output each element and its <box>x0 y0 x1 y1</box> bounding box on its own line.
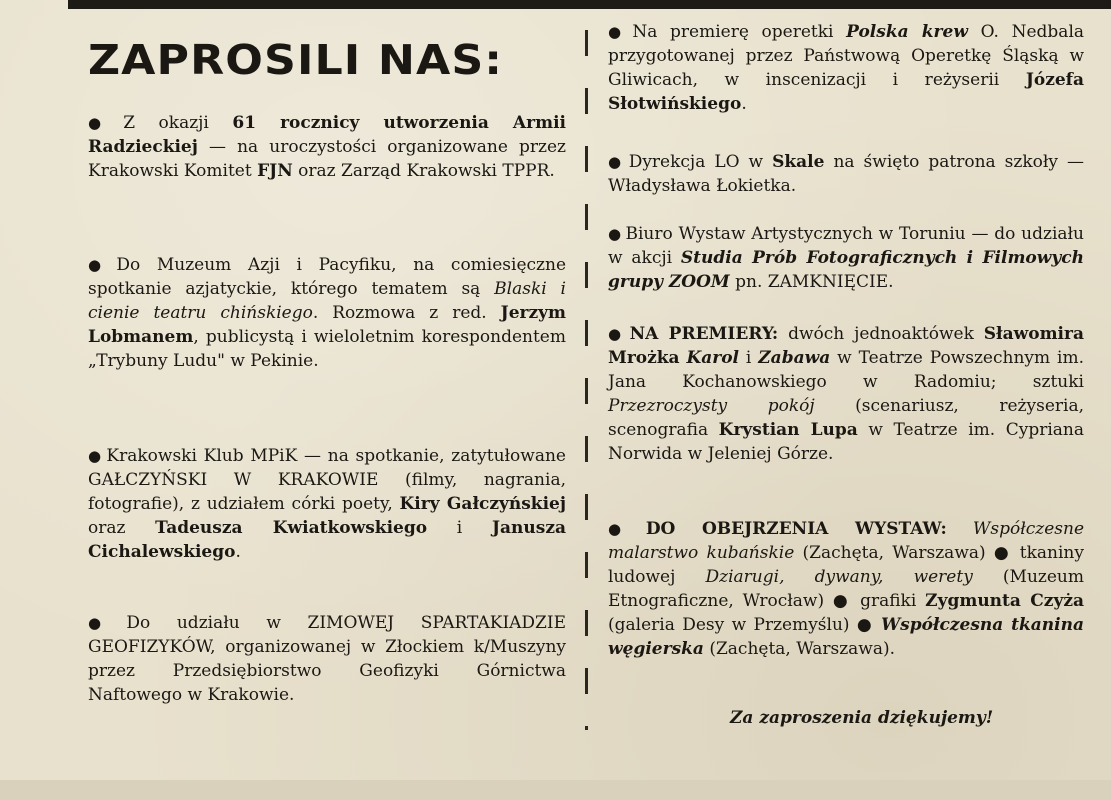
bullet-icon: ● <box>608 520 642 538</box>
text-run: Sławomira Mrożka <box>608 324 1084 368</box>
text-run <box>947 519 973 539</box>
left-item-4 <box>88 611 566 707</box>
bullet-icon: ● <box>88 447 103 465</box>
text-run: Karol <box>686 348 740 368</box>
text-run: FJN <box>257 161 293 181</box>
text-run: Dyrekcja LO w <box>628 152 773 172</box>
text-run: Kiry Gałczyńskiej <box>399 494 566 514</box>
bullet-icon: ● <box>88 256 113 274</box>
text-run: Studia Prób Fotograficznych i Filmowych grupy ZOOM <box>608 248 1084 292</box>
text-run: oraz Zarząd Krakowski TPPR. <box>292 161 555 181</box>
headline: ZAPROSILI NAS: <box>88 36 504 84</box>
left-item-2 <box>88 253 566 373</box>
text-run: Zygmunta Czyża <box>925 591 1085 611</box>
text-run: (Muzeum Etnograficzne, Wrocław) ● grafiki <box>608 567 1085 611</box>
right-item-2 <box>608 150 1084 198</box>
right-item-1 <box>608 20 1084 116</box>
text-run: Przezroczysty pokój <box>608 396 815 416</box>
text-run: 61 rocznicy utworzenia Armii Radzieckiej <box>88 113 566 157</box>
text-run: Do Muzeum Azji i Pacyfiku, na comiesięczne spotkanie azjatyckie, którego tematem są <box>88 255 567 299</box>
text-run: Dziarugi, dywany, werety <box>705 567 973 587</box>
right-item-5 <box>608 517 1084 661</box>
text-run: Jerzym Lobmanem <box>88 303 566 347</box>
bullet-icon: ● <box>608 153 625 171</box>
text-run: . <box>235 542 241 562</box>
text-run: Janusza Cichalewskiego <box>88 518 566 562</box>
text-run: — na uroczystości organizowane przez Krakowski Komitet <box>88 137 566 181</box>
text-run: Skale <box>772 152 825 172</box>
bullet-icon: ● <box>608 23 629 41</box>
text-run: . <box>741 94 747 114</box>
bullet-icon: ● <box>88 614 123 632</box>
text-run: Blaski i cienie teatru chińskiego <box>88 279 566 323</box>
text-run: oraz <box>88 518 156 538</box>
text-run: Zabawa <box>758 348 831 368</box>
top-rule <box>68 0 1111 9</box>
bottom-edge <box>0 780 1111 800</box>
right-item-3 <box>608 222 1084 294</box>
left-item-1 <box>88 111 566 183</box>
text-run: Do udziału w ZIMOWEJ SPARTAKIADZIE GEOFIZYKÓW, organizowanej w Złockiem k/Muszyny przez Przedsiębiorstwo Geofizyki Górnictwa Naftowego w Krakowie. <box>88 613 566 705</box>
text-run: Krakowski Klub MPiK — na spotkanie, zatytułowane GAŁCZYŃSKI W KRAKOWIE (filmy, nagrania, fotografie), z udziałem córki poety, <box>88 446 566 514</box>
text-run: Współczesna tkanina węgierska <box>608 615 1084 659</box>
text-run: Biuro Wystaw Artystycznych w Toruniu — do udziału w akcji <box>608 224 1084 268</box>
text-run: i <box>427 518 492 538</box>
text-run: , publicystą i wieloletnim korespondentem „Trybuny Ludu" w Pekinie. <box>88 327 566 371</box>
text-run: (Zachęta, Warszawa) ● tkaniny ludowej <box>608 543 1084 587</box>
text-run: (galeria Desy w Przemyślu) ● <box>608 615 882 635</box>
text-run: (scenariusz, reżyseria, scenografia <box>608 396 1084 440</box>
bullet-icon: ● <box>608 225 622 243</box>
text-run: NA PREMIERY: <box>629 324 779 344</box>
text-run: dwóch jednoaktówek <box>778 324 984 344</box>
text-run: Współczesne malarstwo kubańskie <box>608 519 1085 563</box>
text-run: w Teatrze im. Cypriana Norwida w Jeleniej Górze. <box>608 420 1085 464</box>
text-run: Na premierę operetki <box>632 22 847 42</box>
bullet-icon: ● <box>608 325 626 343</box>
left-item-3 <box>88 444 566 564</box>
right-item-4 <box>608 322 1084 466</box>
text-run: (Zachęta, Warszawa). <box>703 639 896 659</box>
text-run: i <box>739 348 759 368</box>
text-run: DO OBEJRZENIA WYSTAW: <box>645 519 947 539</box>
text-run: na święto patrona szkoły — Władysława Łokietka. <box>608 152 1084 196</box>
text-run: Z okazji <box>123 113 233 133</box>
signoff: Za zaproszenia dziękujemy! <box>730 708 994 728</box>
text-run: Polska krew <box>846 22 968 42</box>
text-run: pn. ZAMKNIĘCIE. <box>729 272 894 292</box>
text-run: w Teatrze Powszechnym im. Jana Kochanowskiego w Radomiu; sztuki <box>608 348 1084 392</box>
text-run: Józefa Słotwińskiego <box>608 70 1084 114</box>
column-divider <box>585 30 588 730</box>
text-run: . Rozmowa z red. <box>312 303 501 323</box>
bullet-icon: ● <box>88 114 120 132</box>
text-run: Tadeusza Kwiatkowskiego <box>155 518 428 538</box>
text-run: Krystian Lupa <box>718 420 858 440</box>
text-run: O. Nedbala przygotowanej przez Państwową Operetkę Śląską w Gliwicach, w inscenizacji i reżyserii <box>608 22 1085 90</box>
